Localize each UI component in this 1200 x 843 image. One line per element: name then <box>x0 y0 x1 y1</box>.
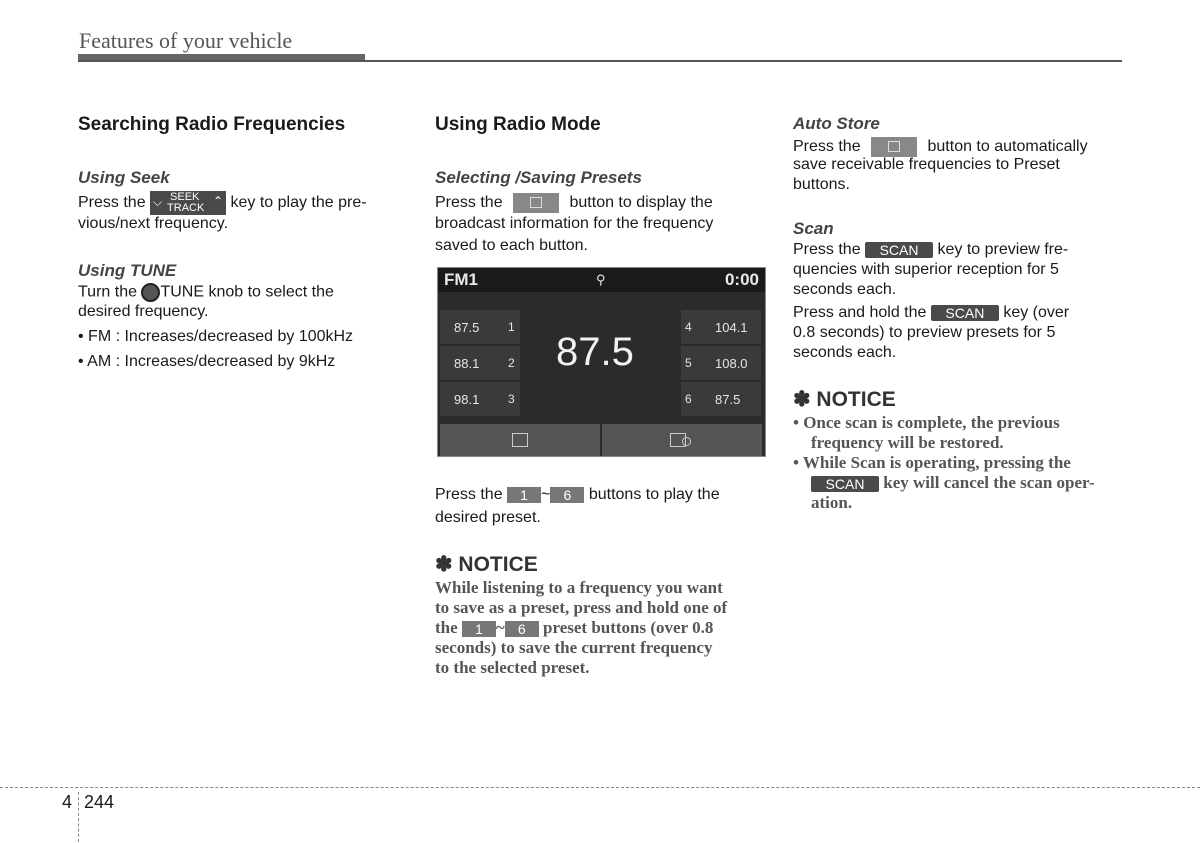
scan-paragraph <box>793 241 1122 259</box>
chevron-down-icon: ⌵ <box>153 195 163 209</box>
play-preset-paragraph <box>435 486 764 504</box>
header-rule <box>78 60 1122 62</box>
notice-bullet2-line3: ation. <box>811 493 853 512</box>
notice-l3-pre: the <box>435 618 458 637</box>
preset-button-1[interactable] <box>440 310 520 344</box>
seek-track-key <box>150 191 226 215</box>
notice-l3-post: preset buttons (over 0.8 <box>543 618 714 637</box>
preset-key-6: 6 <box>550 487 584 503</box>
band-label: FM1 <box>444 270 478 289</box>
notice-bullet2-line2 <box>811 473 1122 493</box>
preset-freq: 88.1 <box>454 356 480 371</box>
refresh-circle-icon <box>682 437 691 446</box>
current-frequency: 87.5 <box>556 330 634 374</box>
page-number: 244 <box>84 792 115 812</box>
preset-key-1: 1 <box>462 621 496 637</box>
radio-info-icon <box>513 193 559 213</box>
preset-number: 2 <box>508 356 515 370</box>
seek-text-post: key to play the pre- <box>230 194 367 212</box>
preset-freq: 87.5 <box>715 392 741 407</box>
notice-bullet2-line1: • While Scan is operating, pressing the <box>793 453 1071 472</box>
seek-paragraph <box>78 191 407 215</box>
scan-line3: seconds each. <box>793 281 897 298</box>
page-header-title: Features of your vehicle <box>79 28 293 53</box>
preset-key-1: 1 <box>507 487 541 503</box>
subheading-using-tune: Using TUNE <box>78 261 177 280</box>
tune-paragraph-line2: desired frequency. <box>78 303 209 320</box>
preset-freq: 104.1 <box>715 320 748 335</box>
seek-text-pre: Press the <box>78 194 146 212</box>
hold-text-post: key (over <box>1003 304 1070 321</box>
auto-store-line3: buttons. <box>793 176 850 193</box>
tune-knob-icon <box>141 283 160 302</box>
preset-button-2[interactable] <box>440 346 520 380</box>
notice-line2: to save as a preset, press and hold one of <box>435 598 728 617</box>
preset-button-3[interactable] <box>440 382 520 416</box>
clock-label: 0:00 <box>724 270 759 289</box>
notice-heading: ✽ NOTICE <box>793 388 896 411</box>
presets-paragraph <box>435 193 764 213</box>
scan-line2: quencies with superior reception for 5 <box>793 261 1059 278</box>
auto-store-paragraph <box>793 137 1122 157</box>
notice-line5: to the selected preset. <box>435 658 590 677</box>
scan-hold-paragraph <box>793 304 1122 322</box>
screen-status-bar <box>438 268 765 292</box>
notice-n2-post: key will cancel the scan oper- <box>883 473 1095 492</box>
auto-store-line2: save receivable frequencies to Preset <box>793 156 1060 173</box>
notice-bullet1-line2: frequency will be restored. <box>811 433 1004 452</box>
preset-number: 3 <box>508 392 515 406</box>
presets-text-post: button to display the <box>569 194 713 212</box>
footer-rule <box>0 787 1200 788</box>
seek-key-label: SEEK <box>170 191 200 203</box>
scan-key: SCAN <box>931 305 999 321</box>
footer-divider <box>78 792 79 842</box>
play-text-pre: Press the <box>435 486 503 503</box>
tune-key-label: TUNE <box>160 283 205 301</box>
presets-line2: broadcast information for the frequency <box>435 215 714 232</box>
presets-line3: saved to each button. <box>435 237 588 254</box>
preset-number: 5 <box>685 356 692 370</box>
radio-info-icon <box>512 433 528 447</box>
preset-button-6[interactable] <box>681 382 761 416</box>
scan-key: SCAN <box>865 242 933 258</box>
auto-text-pre: Press the <box>793 138 861 156</box>
bullet-am: • AM : Increases/decreased by 9kHz <box>78 353 336 370</box>
notice-bullet1-line1: • Once scan is complete, the previous <box>793 413 1060 432</box>
usb-icon: ⚲ <box>596 272 606 287</box>
auto-text-post: button to automatically <box>927 138 1088 156</box>
section-heading-search: Searching Radio Frequencies <box>78 114 346 135</box>
scan-key: SCAN <box>811 476 879 492</box>
preset-freq: 98.1 <box>454 392 480 407</box>
play-preset-line2: desired preset. <box>435 509 541 526</box>
bullet-fm: • FM : Increases/decreased by 100kHz <box>78 328 354 345</box>
subheading-using-seek: Using Seek <box>78 168 170 187</box>
subheading-auto-store: Auto Store <box>793 114 880 133</box>
auto-store-button[interactable] <box>602 424 762 456</box>
radio-display-screen <box>437 267 766 457</box>
scan-hold-line3: seconds each. <box>793 344 897 361</box>
tilde: ~ <box>495 618 505 637</box>
seek-paragraph-line2: vious/next frequency. <box>78 215 229 232</box>
subheading-selecting-presets: Selecting /Saving Presets <box>435 168 642 187</box>
tune-text-post: knob to select the <box>208 283 334 301</box>
section-heading-radio-mode: Using Radio Mode <box>435 114 601 135</box>
chevron-up-icon: ⌃ <box>212 194 224 208</box>
hold-text-pre: Press and hold the <box>793 304 927 321</box>
chapter-number: 4 <box>62 792 73 812</box>
preset-button-4[interactable] <box>681 310 761 344</box>
preset-key-6: 6 <box>505 621 539 637</box>
preset-freq: 108.0 <box>715 356 748 371</box>
preset-number: 1 <box>508 320 515 334</box>
subheading-scan: Scan <box>793 219 834 238</box>
play-text-post: buttons to play the <box>588 486 720 503</box>
track-key-label: TRACK <box>167 202 205 214</box>
notice-line1: While listening to a frequency you want <box>435 578 723 597</box>
scan-hold-line2: 0.8 seconds) to preview presets for 5 <box>793 324 1056 341</box>
notice-heading: ✽ NOTICE <box>435 553 538 576</box>
preset-button-5[interactable] <box>681 346 761 380</box>
scan-text-pre: Press the <box>793 241 861 258</box>
notice-line3 <box>435 618 764 638</box>
presets-text-pre: Press the <box>435 194 503 212</box>
tune-paragraph <box>78 283 407 302</box>
tilde: ~ <box>541 486 551 503</box>
scan-text-post: key to preview fre- <box>937 241 1069 258</box>
tune-text-pre: Turn the <box>78 283 137 301</box>
preset-number: 6 <box>685 392 692 406</box>
preset-number: 4 <box>685 320 692 334</box>
preset-freq: 87.5 <box>454 320 480 335</box>
radio-info-button[interactable] <box>440 424 600 456</box>
notice-line4: seconds) to save the current frequency <box>435 638 713 657</box>
auto-store-icon <box>871 137 917 157</box>
